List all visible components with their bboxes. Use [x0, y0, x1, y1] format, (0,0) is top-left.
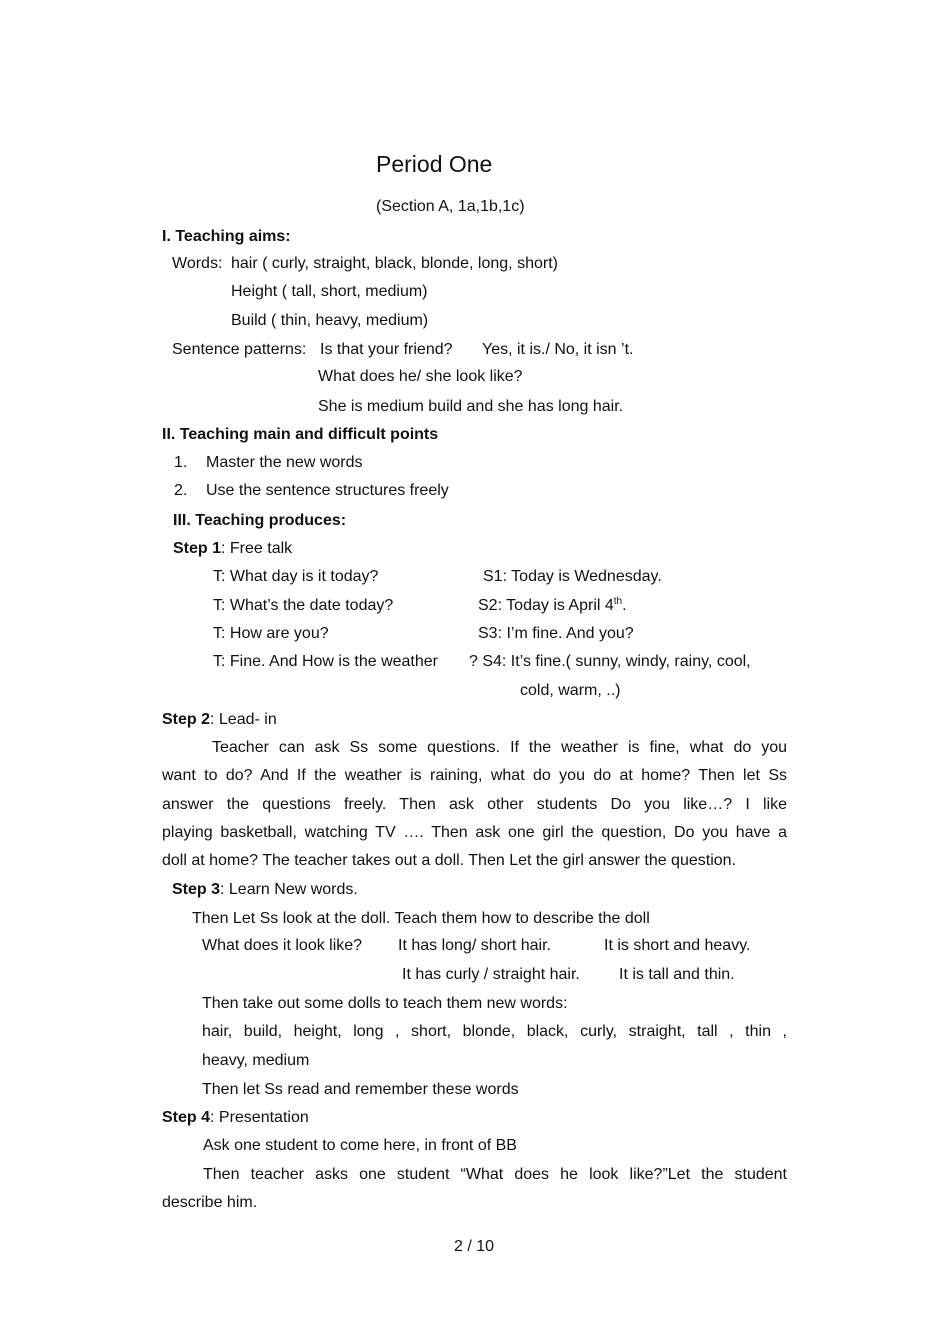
step2-paragraph-line: doll at home? The teacher takes out a doll. Then Let the girl answer the question. [162, 852, 736, 869]
point-number: 1. [174, 454, 188, 471]
dialog-teacher-3: T: How are you? [213, 625, 329, 642]
point-text: Use the sentence structures freely [206, 482, 449, 499]
step1-title: : Free talk [221, 540, 293, 557]
dialog-student-2 [478, 596, 627, 618]
ordinal-suffix: th [613, 596, 623, 607]
step3-answer-4: It is tall and thin. [619, 966, 735, 983]
aims-heading: I. Teaching aims: [162, 228, 291, 245]
dialog-student-1: S1: Today is Wednesday. [483, 568, 662, 585]
step4-heading [162, 1108, 309, 1128]
step3-words-line1: hair, build, height, long , short, blonde, black, curly, straight, tall , thin , [202, 1023, 787, 1040]
points-heading: II. Teaching main and difficult points [162, 426, 439, 443]
page-number: 2 / 10 [454, 1238, 495, 1255]
step3-heading [172, 880, 358, 900]
step2-paragraph-line: playing basketball, watching TV …. Then ask one girl the question, Do you have a [162, 824, 787, 841]
step3-title: : Learn New words. [220, 881, 358, 898]
step1-label: Step 1 [173, 540, 222, 557]
point-number: 2. [174, 482, 188, 499]
pattern-1a: Is that your friend? [320, 341, 453, 358]
step2-title: : Lead- in [210, 711, 277, 728]
step4-label: Step 4 [162, 1109, 211, 1126]
words-height: Height ( tall, short, medium) [231, 283, 428, 300]
point-text: Master the new words [206, 454, 363, 471]
dialog-student-2-text: S2: Today is April 4 [478, 597, 614, 614]
step3-read: Then let Ss read and remember these words [202, 1081, 519, 1098]
step3-words-line2: heavy, medium [202, 1052, 310, 1069]
pattern-2: What does he/ she look like? [318, 368, 523, 385]
step2-label: Step 2 [162, 711, 211, 728]
step4-line3: describe him. [162, 1194, 258, 1211]
words-label: Words: [172, 255, 223, 272]
step3-intro: Then Let Ss look at the doll. Teach them how to describe the doll [192, 910, 650, 927]
step3-dolls: Then take out some dolls to teach them new words: [202, 995, 568, 1012]
step4-line1: Ask one student to come here, in front of BB [203, 1137, 517, 1154]
words-build: Build ( thin, heavy, medium) [231, 312, 429, 329]
step1-heading [173, 539, 292, 559]
step2-paragraph-line: want to do? And If the weather is raining, what do you do at home? Then let Ss [162, 767, 787, 784]
dialog-teacher-2: T: What’s the date today? [213, 597, 394, 614]
dialog-student-4: ? S4: It’s fine.( sunny, windy, rainy, cool, [469, 653, 751, 670]
step3-answer-1: It has long/ short hair. [398, 937, 551, 954]
dialog-student-3: S3: I’m fine. And you? [478, 625, 634, 642]
dialog-student-4-cont: cold, warm, ..) [520, 682, 621, 699]
step2-paragraph-line: answer the questions freely. Then ask other students Do you like…? I like [162, 796, 787, 813]
words-hair: hair ( curly, straight, black, blonde, long, short) [231, 255, 558, 272]
step4-title: : Presentation [210, 1109, 309, 1126]
step3-label: Step 3 [172, 881, 221, 898]
page-title: Period One [376, 151, 493, 177]
step3-answer-3: It has curly / straight hair. [402, 966, 580, 983]
step3-question: What does it look like? [202, 937, 363, 954]
step3-answer-2: It is short and heavy. [604, 937, 751, 954]
step4-line2: Then teacher asks one student “What does he look like?”Let the student [203, 1166, 787, 1183]
section-subtitle: (Section A, 1a,1b,1c) [376, 198, 525, 215]
step2-heading [162, 710, 277, 730]
patterns-label: Sentence patterns: [172, 341, 307, 358]
pattern-1b: Yes, it is./ No, it isn ’t. [482, 341, 634, 358]
step2-paragraph-line: Teacher can ask Ss some questions. If the weather is fine, what do you [212, 739, 787, 756]
produces-heading: III. Teaching produces: [173, 512, 347, 529]
dialog-teacher-1: T: What day is it today? [213, 568, 379, 585]
dialog-teacher-4: T: Fine. And How is the weather [213, 653, 438, 670]
pattern-3: She is medium build and she has long hair. [318, 398, 624, 415]
dialog-student-2-end: . [622, 597, 627, 614]
